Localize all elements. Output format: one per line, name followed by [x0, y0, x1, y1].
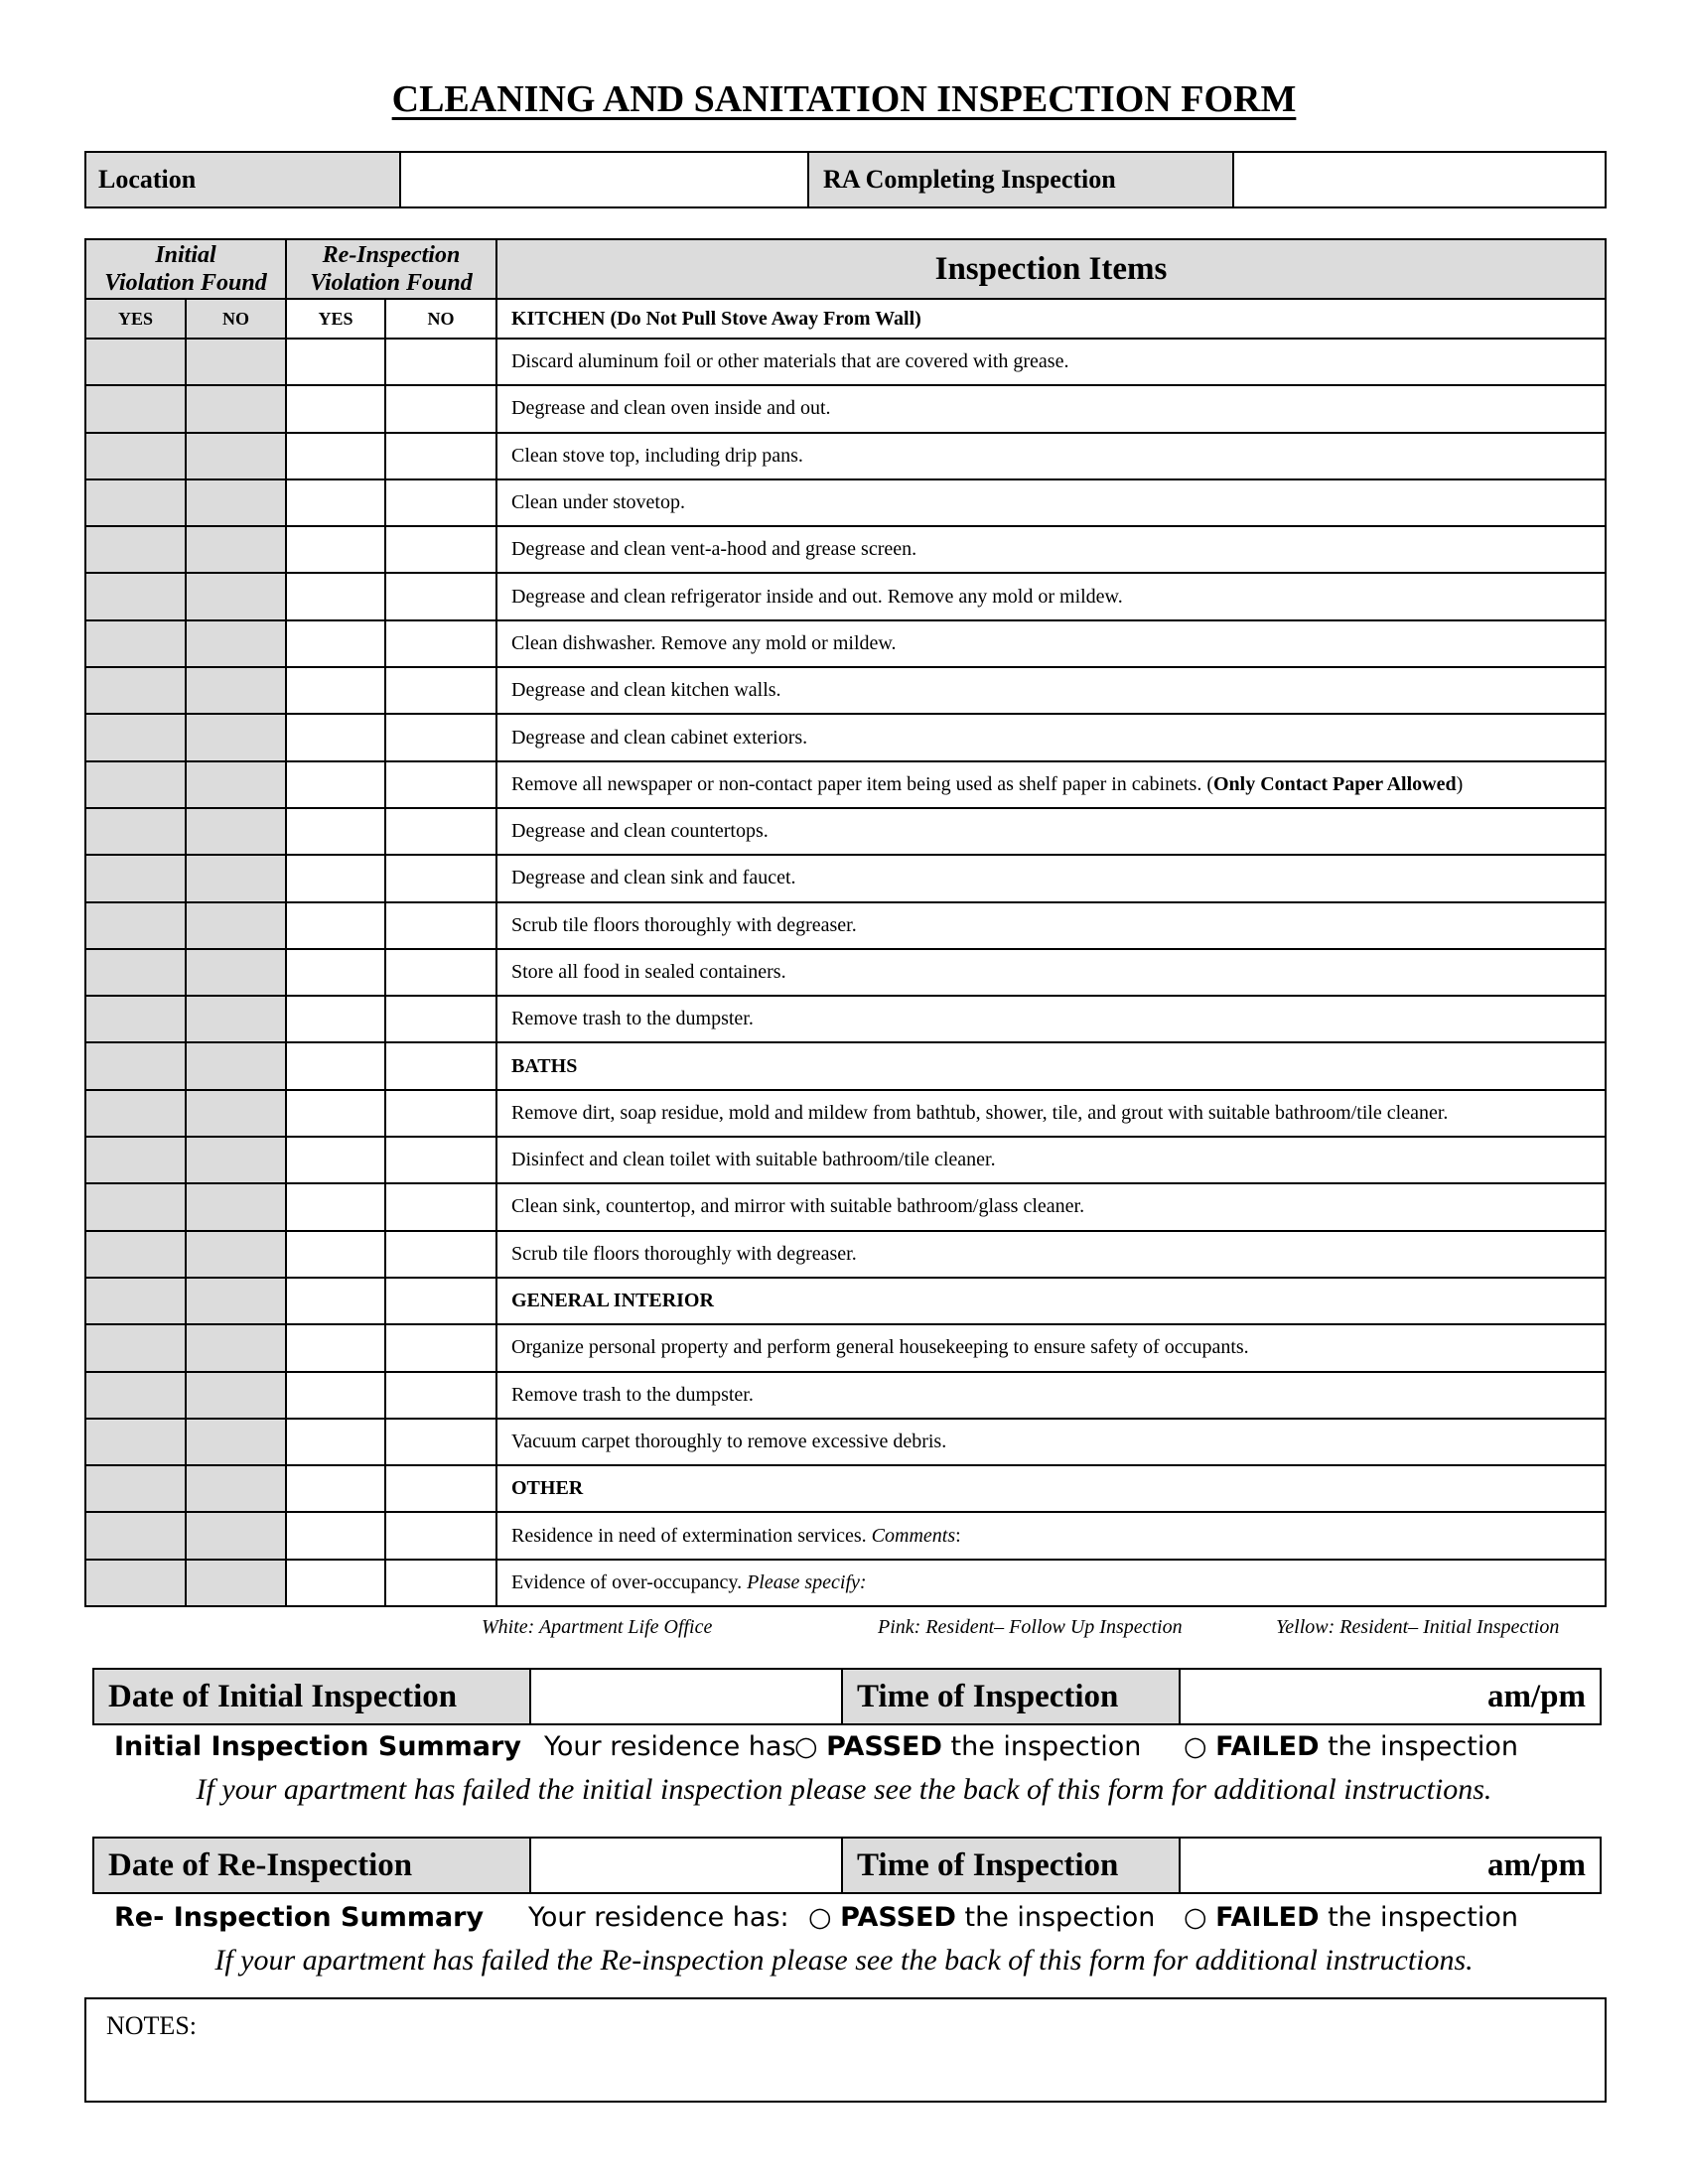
kitchen-item: Clean under stovetop.	[496, 479, 1606, 526]
initial-yes-header: YES	[85, 299, 186, 339]
initial-yes-cell[interactable]	[85, 526, 186, 573]
kitchen-item: Clean dishwasher. Remove any mold or mildew.	[496, 620, 1606, 667]
initial-no-cell[interactable]	[186, 339, 286, 385]
kitchen-heading: KITCHEN (Do Not Pull Stove Away From Wall)	[496, 299, 1606, 339]
reinspection-yes-cell[interactable]	[286, 1042, 385, 1089]
initial-yes-cell[interactable]	[85, 808, 186, 855]
reinspection-no-cell[interactable]	[385, 1324, 496, 1371]
table-row	[85, 573, 1606, 619]
table-row	[85, 1465, 1606, 1512]
table-row	[85, 1137, 1606, 1183]
reinspection-no-cell[interactable]	[385, 855, 496, 901]
initial-yes-cell[interactable]	[85, 1465, 186, 1512]
initial-no-cell[interactable]	[186, 1183, 286, 1230]
initial-no-cell[interactable]	[186, 433, 286, 479]
table-row	[85, 667, 1606, 714]
ra-field[interactable]	[1234, 153, 1605, 206]
initial-yes-cell[interactable]	[85, 902, 186, 949]
reinspection-yes-cell[interactable]	[286, 761, 385, 808]
reinspection-no-cell[interactable]	[385, 385, 496, 432]
reinspection-yes-cell[interactable]	[286, 573, 385, 619]
reinspection-no-cell[interactable]	[385, 667, 496, 714]
initial-yes-cell[interactable]	[85, 1324, 186, 1371]
reinspection-no-cell[interactable]	[385, 526, 496, 573]
initial-yes-cell[interactable]	[85, 620, 186, 667]
reinspection-no-cell[interactable]	[385, 1042, 496, 1089]
initial-no-header: NO	[186, 299, 286, 339]
table-row	[85, 1090, 1606, 1137]
initial-violation-header: Initial Violation Found	[85, 239, 286, 299]
initial-no-cell[interactable]	[186, 526, 286, 573]
reinspection-date-label: Date of Re-Inspection	[94, 1839, 531, 1892]
reinspection-no-cell[interactable]	[385, 1372, 496, 1419]
table-row	[85, 433, 1606, 479]
table-row	[85, 714, 1606, 760]
table-row	[85, 949, 1606, 996]
initial-no-cell[interactable]	[186, 714, 286, 760]
table-row	[85, 385, 1606, 432]
table-row	[85, 620, 1606, 667]
kitchen-item: Degrease and clean vent-a-hood and grease screen.	[496, 526, 1606, 573]
reinspection-residence-text: Your residence has:	[528, 1902, 789, 1933]
location-field[interactable]	[401, 153, 809, 206]
table-row	[85, 1042, 1606, 1089]
initial-no-cell[interactable]	[186, 1042, 286, 1089]
baths-item: Clean sink, countertop, and mirror with suitable bathroom/glass cleaner.	[496, 1183, 1606, 1230]
reinspection-no-cell[interactable]	[385, 1419, 496, 1465]
initial-date-field[interactable]	[531, 1670, 843, 1723]
initial-passed-option[interactable]: ○ PASSED the inspection	[794, 1731, 1142, 1762]
kitchen-item: Degrease and clean cabinet exteriors.	[496, 714, 1606, 760]
table-row	[85, 761, 1606, 808]
reinspection-time-field[interactable]: am/pm	[1487, 1846, 1586, 1883]
initial-instructions: If your apartment has failed the initial inspection please see the back of this form for additional instructions.	[196, 1773, 1492, 1806]
reinspection-yes-cell[interactable]	[286, 996, 385, 1042]
inspection-items-header: Inspection Items	[496, 239, 1606, 299]
initial-no-cell[interactable]	[186, 902, 286, 949]
kitchen-item: Discard aluminum foil or other materials that are covered with grease.	[496, 339, 1606, 385]
initial-yes-cell[interactable]	[85, 714, 186, 760]
initial-yes-cell[interactable]	[85, 339, 186, 385]
initial-no-cell[interactable]	[186, 855, 286, 901]
reinspection-no-cell[interactable]	[385, 949, 496, 996]
kitchen-item: Clean stove top, including drip pans.	[496, 433, 1606, 479]
table-row	[85, 1183, 1606, 1230]
reinspection-violation-header: Re-Inspection Violation Found	[286, 239, 496, 299]
kitchen-item: Remove all newspaper or non-contact paper item being used as shelf paper in cabinets. (Only Contact Paper Allowed)	[496, 761, 1606, 808]
initial-no-cell[interactable]	[186, 1090, 286, 1137]
other-heading: OTHER	[496, 1465, 1606, 1512]
table-row	[85, 339, 1606, 385]
reinspection-date-time-row	[92, 1837, 1602, 1894]
radio-icon[interactable]: ○	[794, 1731, 818, 1762]
reinspection-time-label: Time of Inspection	[843, 1839, 1181, 1892]
reinspection-summary-label: Re- Inspection Summary	[114, 1902, 485, 1933]
reinspection-no-cell[interactable]	[385, 902, 496, 949]
reinspection-yes-cell[interactable]	[286, 855, 385, 901]
initial-yes-cell[interactable]	[85, 1512, 186, 1559]
reinspection-no-cell[interactable]	[385, 1465, 496, 1512]
initial-no-cell[interactable]	[186, 620, 286, 667]
initial-no-cell[interactable]	[186, 949, 286, 996]
initial-failed-option[interactable]: ○ FAILED the inspection	[1184, 1731, 1518, 1762]
initial-no-cell[interactable]	[186, 1465, 286, 1512]
baths-heading: BATHS	[496, 1042, 1606, 1089]
initial-residence-text: Your residence has	[544, 1731, 796, 1762]
table-row	[85, 902, 1606, 949]
reinspection-no-cell[interactable]	[385, 1231, 496, 1278]
reinspection-no-cell[interactable]	[385, 808, 496, 855]
table-row	[85, 1560, 1606, 1606]
table-row	[85, 1278, 1606, 1324]
baths-item: Scrub tile floors thoroughly with degreaser.	[496, 1231, 1606, 1278]
reinspection-passed-option[interactable]: ○ PASSED the inspection	[808, 1902, 1156, 1933]
reinspection-yes-cell[interactable]	[286, 1231, 385, 1278]
reinspection-yes-cell[interactable]	[286, 902, 385, 949]
reinspection-yes-cell[interactable]	[286, 1512, 385, 1559]
initial-no-cell[interactable]	[186, 573, 286, 619]
table-row	[85, 479, 1606, 526]
reinspection-no-cell[interactable]	[385, 1137, 496, 1183]
table-row	[85, 1372, 1606, 1419]
inspection-table	[84, 238, 1607, 1607]
reinspection-yes-cell[interactable]	[286, 1372, 385, 1419]
radio-icon[interactable]: ○	[808, 1902, 832, 1933]
notes-label: NOTES:	[106, 2011, 197, 2040]
kitchen-item: Store all food in sealed containers.	[496, 949, 1606, 996]
copy-pink: Pink: Resident– Follow Up Inspection	[878, 1616, 1183, 1638]
reinspection-no-header: NO	[385, 299, 496, 339]
initial-date-time-row	[92, 1668, 1602, 1725]
copy-white: White: Apartment Life Office	[482, 1616, 713, 1638]
initial-yes-cell[interactable]	[85, 1137, 186, 1183]
reinspection-yes-cell[interactable]	[286, 339, 385, 385]
table-row	[85, 1512, 1606, 1559]
reinspection-no-cell[interactable]	[385, 761, 496, 808]
general-interior-item: Remove trash to the dumpster.	[496, 1372, 1606, 1419]
table-row	[85, 996, 1606, 1042]
baths-item: Disinfect and clean toilet with suitable bathroom/tile cleaner.	[496, 1137, 1606, 1183]
other-item: Residence in need of extermination services. Comments:	[496, 1512, 1606, 1559]
initial-yes-cell[interactable]	[85, 1183, 186, 1230]
initial-no-cell[interactable]	[186, 667, 286, 714]
reinspection-no-cell[interactable]	[385, 1090, 496, 1137]
reinspection-yes-cell[interactable]	[286, 1419, 385, 1465]
initial-time-label: Time of Inspection	[843, 1670, 1181, 1723]
radio-icon[interactable]: ○	[1184, 1902, 1207, 1933]
initial-yes-cell[interactable]	[85, 996, 186, 1042]
initial-no-cell[interactable]	[186, 996, 286, 1042]
reinspection-no-cell[interactable]	[385, 573, 496, 619]
initial-date-label: Date of Initial Inspection	[94, 1670, 531, 1723]
table-row	[85, 1324, 1606, 1371]
reinspection-yes-cell[interactable]	[286, 1137, 385, 1183]
reinspection-no-cell[interactable]	[385, 433, 496, 479]
kitchen-item: Degrease and clean sink and faucet.	[496, 855, 1606, 901]
initial-yes-cell[interactable]	[85, 1278, 186, 1324]
reinspection-yes-cell[interactable]	[286, 1324, 385, 1371]
kitchen-item: Degrease and clean countertops.	[496, 808, 1606, 855]
reinspection-no-cell[interactable]	[385, 1512, 496, 1559]
form-title: CLEANING AND SANITATION INSPECTION FORM	[391, 78, 1297, 120]
initial-no-cell[interactable]	[186, 1324, 286, 1371]
initial-yes-cell[interactable]	[85, 1231, 186, 1278]
other-item: Evidence of over-occupancy. Please specify:	[496, 1560, 1606, 1606]
reinspection-yes-cell[interactable]	[286, 1090, 385, 1137]
kitchen-item: Degrease and clean kitchen walls.	[496, 667, 1606, 714]
reinspection-yes-cell[interactable]	[286, 433, 385, 479]
initial-yes-cell[interactable]	[85, 761, 186, 808]
reinspection-instructions: If your apartment has failed the Re-inspection please see the back of this form for additional instructions.	[214, 1944, 1474, 1977]
reinspection-yes-cell[interactable]	[286, 667, 385, 714]
reinspection-no-cell[interactable]	[385, 1278, 496, 1324]
initial-yes-cell[interactable]	[85, 855, 186, 901]
baths-item: Remove dirt, soap residue, mold and mildew from bathtub, shower, tile, and grout with suitable bathroom/tile cleaner.	[496, 1090, 1606, 1137]
initial-no-cell[interactable]	[186, 1278, 286, 1324]
initial-no-cell[interactable]	[186, 385, 286, 432]
kitchen-item: Degrease and clean refrigerator inside and out. Remove any mold or mildew.	[496, 573, 1606, 619]
table-row	[85, 808, 1606, 855]
initial-yes-cell[interactable]	[85, 1372, 186, 1419]
reinspection-yes-cell[interactable]	[286, 949, 385, 996]
reinspection-no-cell[interactable]	[385, 714, 496, 760]
general-interior-item: Organize personal property and perform general housekeeping to ensure safety of occupants.	[496, 1324, 1606, 1371]
initial-yes-cell[interactable]	[85, 479, 186, 526]
reinspection-no-cell[interactable]	[385, 996, 496, 1042]
reinspection-yes-cell[interactable]	[286, 1465, 385, 1512]
initial-time-field[interactable]: am/pm	[1487, 1678, 1586, 1714]
reinspection-no-cell[interactable]	[385, 479, 496, 526]
notes-box[interactable]	[84, 1997, 1607, 2103]
table-row	[85, 526, 1606, 573]
initial-no-cell[interactable]	[186, 1137, 286, 1183]
reinspection-yes-cell[interactable]	[286, 479, 385, 526]
radio-icon[interactable]: ○	[1184, 1731, 1207, 1762]
reinspection-yes-cell[interactable]	[286, 385, 385, 432]
initial-summary-label: Initial Inspection Summary	[114, 1731, 521, 1762]
initial-yes-cell[interactable]	[85, 1560, 186, 1606]
location-label: Location	[86, 153, 401, 206]
ra-label: RA Completing Inspection	[809, 153, 1234, 206]
reinspection-yes-header: YES	[286, 299, 385, 339]
initial-yes-cell[interactable]	[85, 1419, 186, 1465]
table-row	[85, 855, 1606, 901]
reinspection-yes-cell[interactable]	[286, 808, 385, 855]
reinspection-date-field[interactable]	[531, 1839, 843, 1892]
table-row	[85, 1419, 1606, 1465]
initial-yes-cell[interactable]	[85, 667, 186, 714]
copy-yellow: Yellow: Resident– Initial Inspection	[1276, 1616, 1560, 1638]
reinspection-no-cell[interactable]	[385, 1183, 496, 1230]
reinspection-no-cell[interactable]	[385, 620, 496, 667]
reinspection-yes-cell[interactable]	[286, 1560, 385, 1606]
initial-yes-cell[interactable]	[85, 949, 186, 996]
table-row	[85, 1231, 1606, 1278]
reinspection-yes-cell[interactable]	[286, 1278, 385, 1324]
initial-yes-cell[interactable]	[85, 433, 186, 479]
initial-no-cell[interactable]	[186, 761, 286, 808]
initial-no-cell[interactable]	[186, 479, 286, 526]
initial-no-cell[interactable]	[186, 1372, 286, 1419]
initial-yes-cell[interactable]	[85, 1090, 186, 1137]
initial-yes-cell[interactable]	[85, 573, 186, 619]
reinspection-failed-option[interactable]: ○ FAILED the inspection	[1184, 1902, 1518, 1933]
reinspection-yes-cell[interactable]	[286, 620, 385, 667]
initial-no-cell[interactable]	[186, 808, 286, 855]
header-fields	[84, 151, 1607, 208]
kitchen-item: Degrease and clean oven inside and out.	[496, 385, 1606, 432]
initial-no-cell[interactable]	[186, 1419, 286, 1465]
general-interior-heading: GENERAL INTERIOR	[496, 1278, 1606, 1324]
general-interior-item: Vacuum carpet thoroughly to remove excessive debris.	[496, 1419, 1606, 1465]
kitchen-item: Scrub tile floors thoroughly with degreaser.	[496, 902, 1606, 949]
initial-yes-cell[interactable]	[85, 1042, 186, 1089]
initial-no-cell[interactable]	[186, 1560, 286, 1606]
initial-no-cell[interactable]	[186, 1512, 286, 1559]
reinspection-no-cell[interactable]	[385, 339, 496, 385]
reinspection-yes-cell[interactable]	[286, 1183, 385, 1230]
initial-no-cell[interactable]	[186, 1231, 286, 1278]
reinspection-yes-cell[interactable]	[286, 714, 385, 760]
kitchen-item: Remove trash to the dumpster.	[496, 996, 1606, 1042]
reinspection-yes-cell[interactable]	[286, 526, 385, 573]
reinspection-no-cell[interactable]	[385, 1560, 496, 1606]
initial-yes-cell[interactable]	[85, 385, 186, 432]
